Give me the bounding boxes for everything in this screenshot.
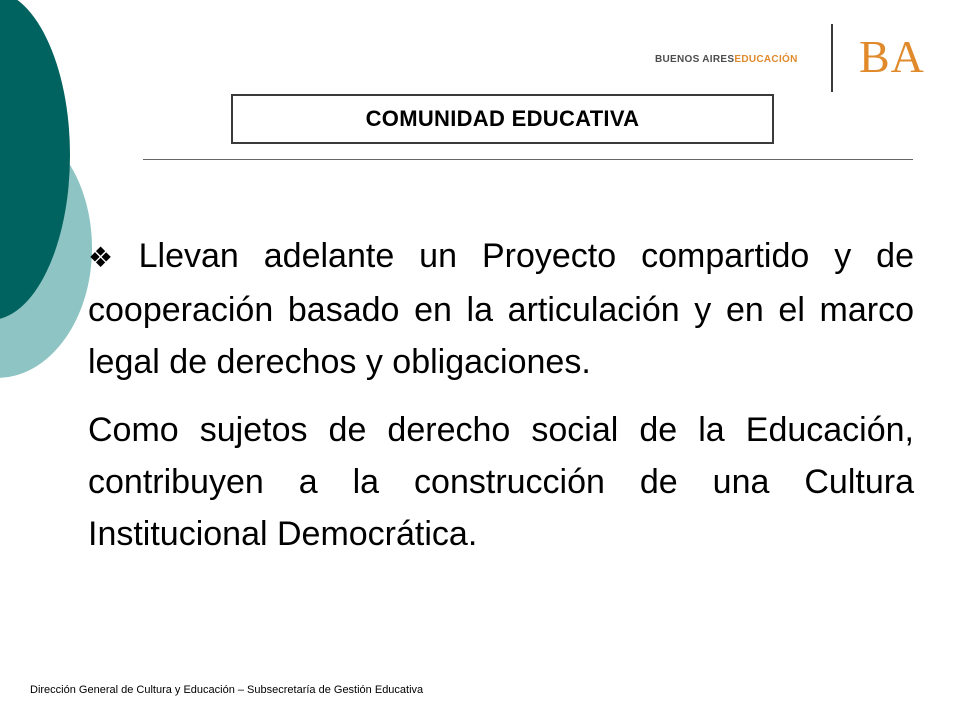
logo-separator: [831, 24, 833, 92]
paragraph-2: Como sujetos de derecho social de la Educación, contribuyen a la construcción de una Cultura Institucional Democrática.: [88, 411, 914, 553]
slide-title: [231, 94, 774, 144]
paragraph-1-text: Llevan adelante un Proyecto compartido y de cooperación basado en la articulación y en el marco legal de derechos y obligaciones.: [88, 237, 915, 381]
diamond-bullet-icon: ❖: [88, 242, 129, 273]
logo-text: [655, 54, 798, 65]
logo-text-accent: EDUCACIÓN: [734, 54, 798, 65]
logo-mark: BA: [859, 31, 925, 82]
title-divider: [143, 159, 913, 160]
logo-text-main: BUENOS AIRES: [655, 54, 735, 65]
footer-text: Dirección General de Cultura y Educación – Subsecretaría de Gestión Educativa: [30, 684, 424, 696]
paragraph-1: [88, 230, 914, 388]
slide-content: [88, 230, 914, 560]
slide-title-text: COMUNIDAD EDUCATIVA: [365, 106, 640, 131]
